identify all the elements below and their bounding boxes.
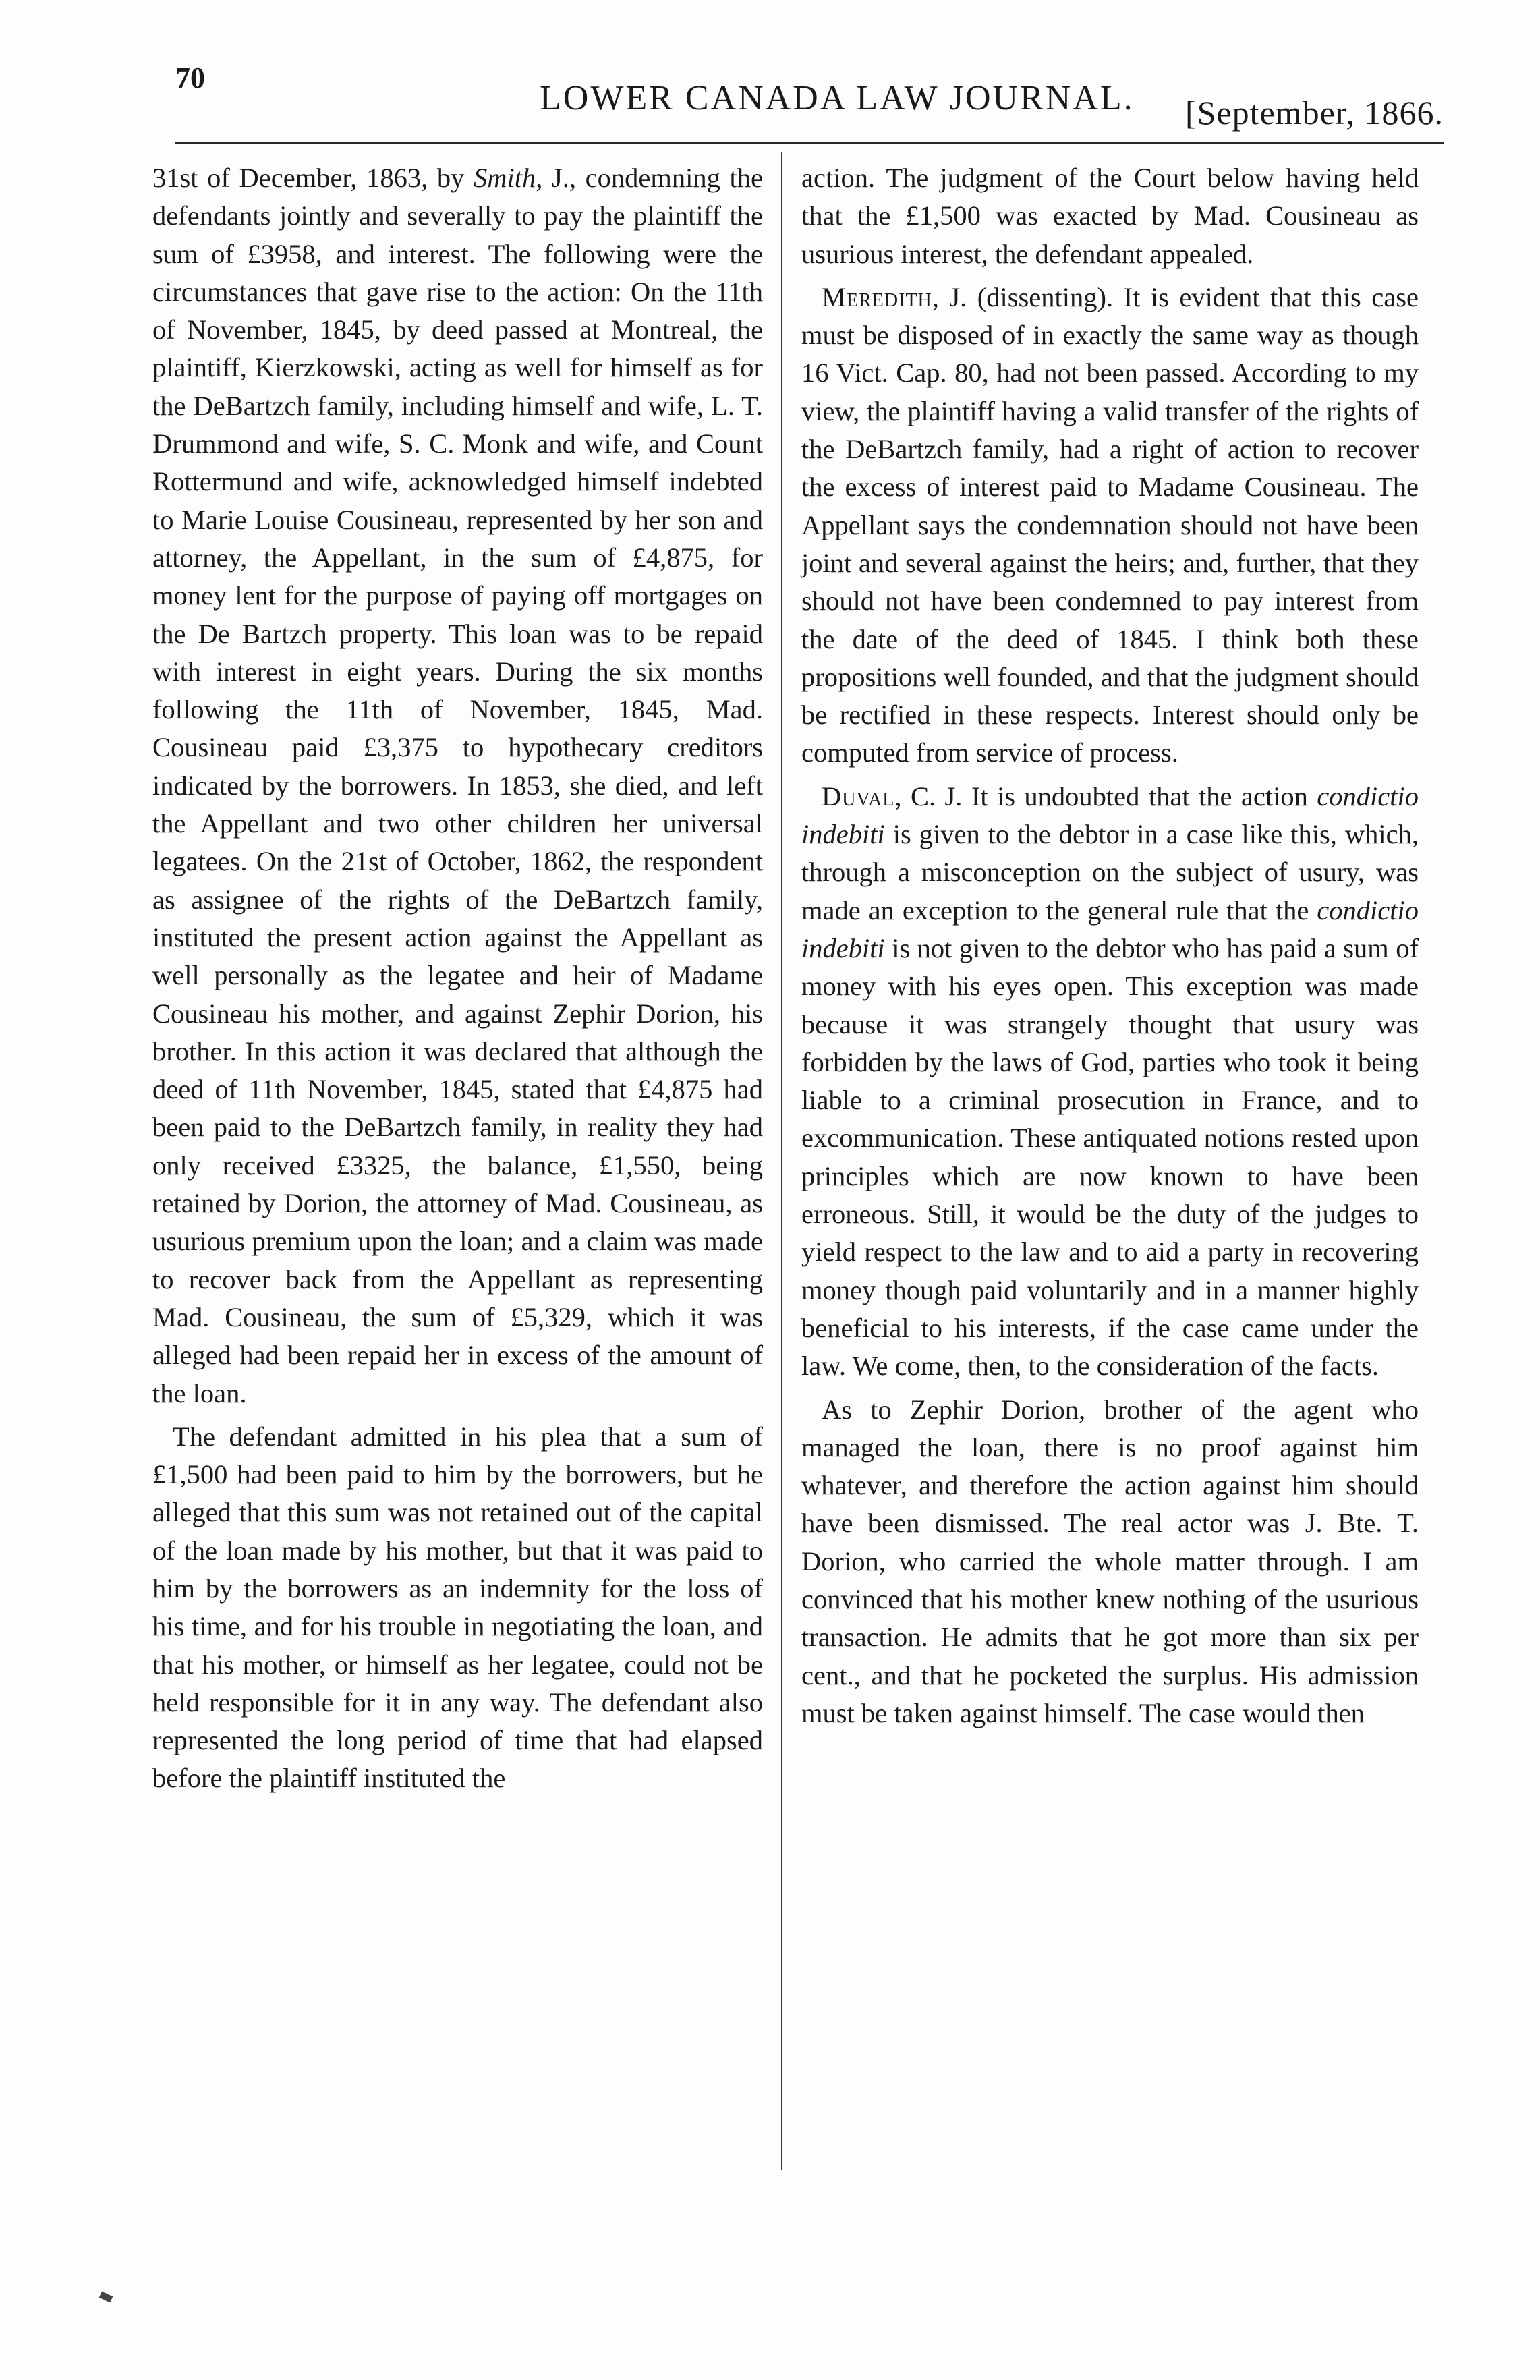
- right-paragraph-1: action. The judgment of the Court below having held that the £1,500 was exacted by Mad. Cousineau as usurious interest, the defendant appealed.: [801, 163, 1419, 269]
- latin-term-condictio-1: condictio indebiti: [801, 781, 1419, 850]
- header-rule: [175, 142, 1444, 144]
- right-paragraph-4: As to Zephir Dorion, brother of the agent who managed the loan, there is no proof against him whatever, and therefore the action against him should have been dismissed. The real actor was J. Bte. T. Dorion, who carried the whole matter through. I am convinced that his mother knew nothing of the usurious transaction. He admits that he got more than six per cent., and that he pocketed the surplus. His admission must be taken against himself. The case would then: [801, 1394, 1419, 1728]
- right-p2-text: , J. (dissenting). It is evident that this case must be disposed of in exactly the same way as though 16 Vict. Cap. 80, had not been passed. According to my view, the plaintiff having a valid transfer of the rights of the DeBartzch family, had a right of action to recover the excess of interest paid to Madame Cousineau. The Appellant says the condemnation should not have been joint and several against the heirs; and, further, that they should not have been condemned to pay interest from the date of the deed of 1845. I think both these propositions well founded, and that the judgment should be rectified in these respects. Interest should only be computed from service of process.: [801, 281, 1419, 768]
- page-number: 70: [175, 61, 205, 94]
- left-p1-text-b: , J., condemning the defendants jointly and severally to pay the plaintiff the sum of £3958, and interest. The following were the circumstances that gave rise to the action: On the 11th of November, 1845, by deed passed at Montreal, the plaintiff, Kierzkowski, acting as well for himself as for the DeBartzch family, including himself and wife, L. T. Drummond and wife, S. C. Monk and wife, and Count Rottermund and wife, acknowledged himself indebted to Marie Louise Cousineau, represented by her son and attorney, the Appellant, in the sum of £4,875, for money lent for the purpose of paying off mortgages on the De Bartzch property. This loan was to be repaid with interest in eight years. During the six months following the 11th of November, 1845, Mad. Cousineau paid £3,375 to hypothecary creditors indicated by the borrowers. In 1853, she died, and left the Appellant and two other children her universal legatees. On the 21st of October, 1862, the respondent as assignee of the rights of the DeBartzch family, instituted the present action against the Appellant as well personally as the legatee and heir of Madame Cousineau his mother, and against Zephir Dorion, his brother. In this action it was declared that although the deed of 11th November, 1845, stated that £4,875 had been paid to the DeBartzch family, in reality they had only received £3325, the balance, £1,550, being retained by Dorion, the attorney of Mad. Cousineau, as usurious premium upon the loan; and a claim was made to recover back from the Appellant as representing Mad. Cousineau, the sum of £5,329, which it was alleged had been repaid her in excess of the amount of the loan.: [152, 163, 763, 1409]
- latin-term-condictio-2: condictio indebiti: [801, 895, 1419, 963]
- left-p1-text-a: 31st of December, 1863, by: [152, 163, 474, 193]
- right-column: [801, 159, 1419, 1738]
- column-divider: [781, 152, 782, 2170]
- left-paragraph-2: The defendant admitted in his plea that a sum of £1,500 had been paid to him by the borrowers, but he alleged that this sum was not retained out of the capital of the loan made by his mother, but that it was paid to him by the borrowers as an indemnity for the loss of his time, and for his trouble in negotiating the loan, and that his mother, or himself as her legatee, could not be held responsible for it in any way. The defendant also represented the long period of time that had elapsed before the plaintiff instituted the: [152, 1421, 763, 1794]
- left-paragraph-1: [152, 159, 763, 1413]
- judge-name-meredith: Meredith: [822, 281, 932, 312]
- journal-title: LOWER CANADA LAW JOURNAL.: [540, 79, 1135, 117]
- stray-ink-mark: [99, 2292, 113, 2303]
- right-paragraph-2: [801, 279, 1419, 772]
- left-column: [152, 159, 763, 1803]
- right-p3-text-b: is given to the debtor in a case like this, which, through a misconception on the subject of usury, was made an exception to the general rule that the: [801, 819, 1419, 926]
- right-p3-text-a: , C. J. It is undoubted that the action: [894, 781, 1317, 812]
- running-header: [175, 54, 1444, 132]
- judge-name-duval: Duval: [822, 781, 895, 812]
- right-p3-text-c: is not given to the debtor who has paid a sum of money with his eyes open. This exception was made because it was strangely thought that usury was forbidden by the laws of God, parties who took it being liable to a criminal prosecution in France, and to excommunication. These antiquated notions rested upon principles which are now known to have been erroneous. Still, it would be the duty of the judges to yield respect to the law and to aid a party in recovering money though paid voluntarily and in a manner highly beneficial to his interests, if the case came under the law. We come, then, to the consideration of the facts.: [801, 932, 1419, 1382]
- right-paragraph-3: [801, 778, 1419, 1386]
- judge-name-smith: Smith: [473, 163, 536, 193]
- issue-date: [September, 1866.: [1185, 94, 1444, 132]
